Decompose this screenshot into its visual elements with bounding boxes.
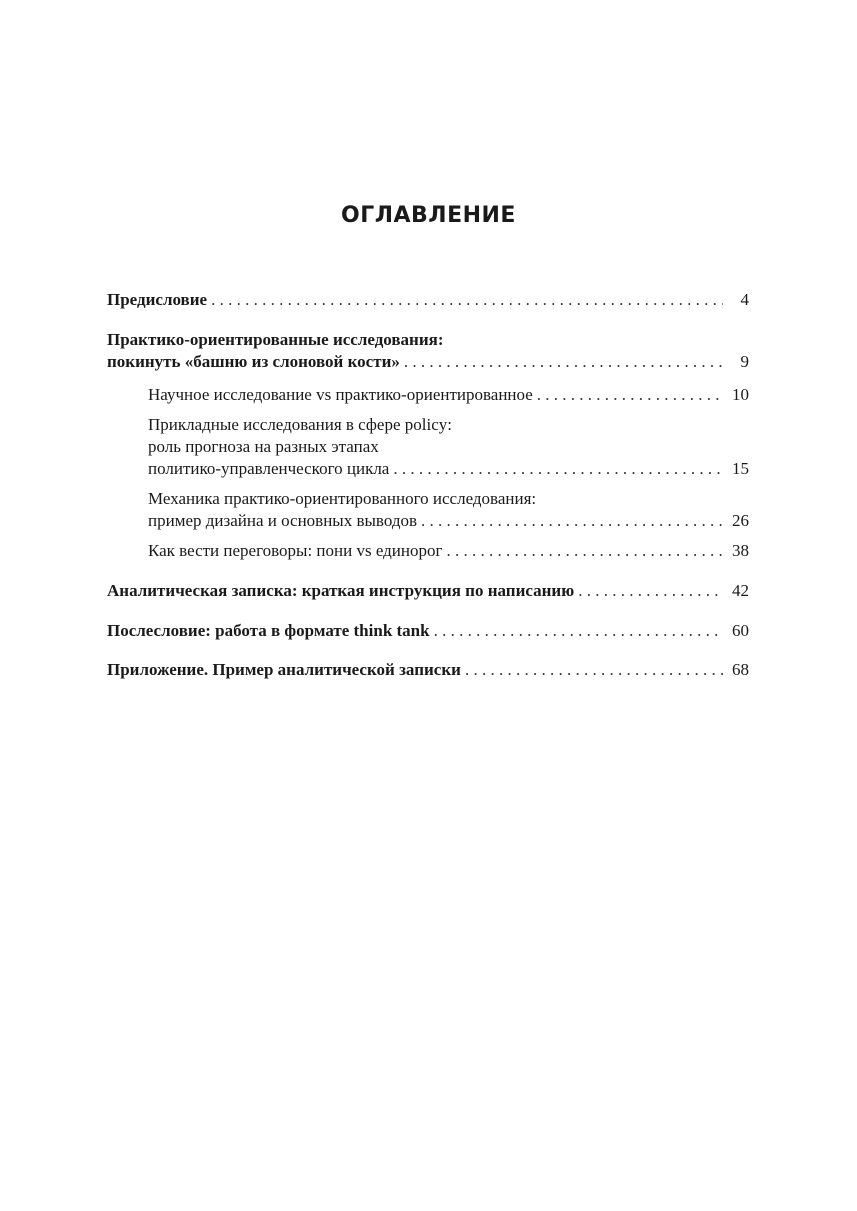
toc-entry-title: Прикладные исследования в сфере policy:: [148, 415, 452, 434]
toc-entry-title: Аналитическая записка: краткая инструкция по написанию: [107, 581, 575, 600]
toc-entry-title: Механика практико-ориентированного исследования:: [148, 489, 537, 508]
toc-entry-title: Научное исследование vs практико-ориентированное: [148, 385, 533, 404]
dot-leader: [446, 540, 723, 562]
toc-entry-scientific-vs-practice[interactable]: [148, 384, 749, 406]
toc-page-number: 10: [732, 385, 749, 404]
dot-leader: [404, 351, 723, 373]
toc-entry-applied-policy[interactable]: [148, 414, 749, 480]
toc-entry-preface[interactable]: [107, 289, 749, 311]
toc-entry-title: роль прогноза на разных этапах: [148, 437, 379, 456]
toc-page-number: 38: [732, 541, 749, 560]
toc-entry-title: Как вести переговоры: пони vs единорог: [148, 541, 443, 560]
toc-entry-title: политико-управленческого цикла: [148, 459, 390, 478]
dot-leader: [211, 289, 723, 311]
dot-leader: [578, 580, 723, 602]
dot-leader: [393, 458, 723, 480]
toc-entry-afterword[interactable]: [107, 620, 749, 642]
dot-leader: [434, 620, 723, 642]
toc-entry-policy-brief[interactable]: [107, 580, 749, 602]
toc-entry-appendix[interactable]: [107, 659, 749, 681]
toc-page-number: 60: [732, 621, 749, 640]
toc-entry-practice-research[interactable]: [107, 329, 749, 373]
toc-page-number: 4: [740, 290, 749, 309]
dot-leader: [465, 659, 723, 681]
toc-page-number: 26: [732, 511, 749, 530]
dot-leader: [421, 510, 723, 532]
toc-page-number: 42: [732, 581, 749, 600]
toc-entry-title: пример дизайна и основных выводов: [148, 511, 418, 530]
toc-entry-title: Приложение. Пример аналитической записки: [107, 660, 461, 679]
toc-entry-title: Практико-ориентированные исследования:: [107, 330, 444, 349]
toc-entry-research-mechanics[interactable]: [148, 488, 749, 532]
page-title: ОГЛАВЛЕНИЕ: [341, 203, 516, 228]
dot-leader: [537, 384, 723, 406]
toc-page-number: 68: [732, 660, 749, 679]
toc-entry-title: Послесловие: работа в формате think tank: [107, 621, 430, 640]
toc-page-number: 15: [732, 459, 749, 478]
toc-entry-title: покинуть «башню из слоновой кости»: [107, 352, 400, 371]
toc-entry-title: Предисловие: [107, 290, 208, 309]
toc-page-number: 9: [740, 352, 749, 371]
toc-entry-negotiations[interactable]: [148, 540, 749, 562]
